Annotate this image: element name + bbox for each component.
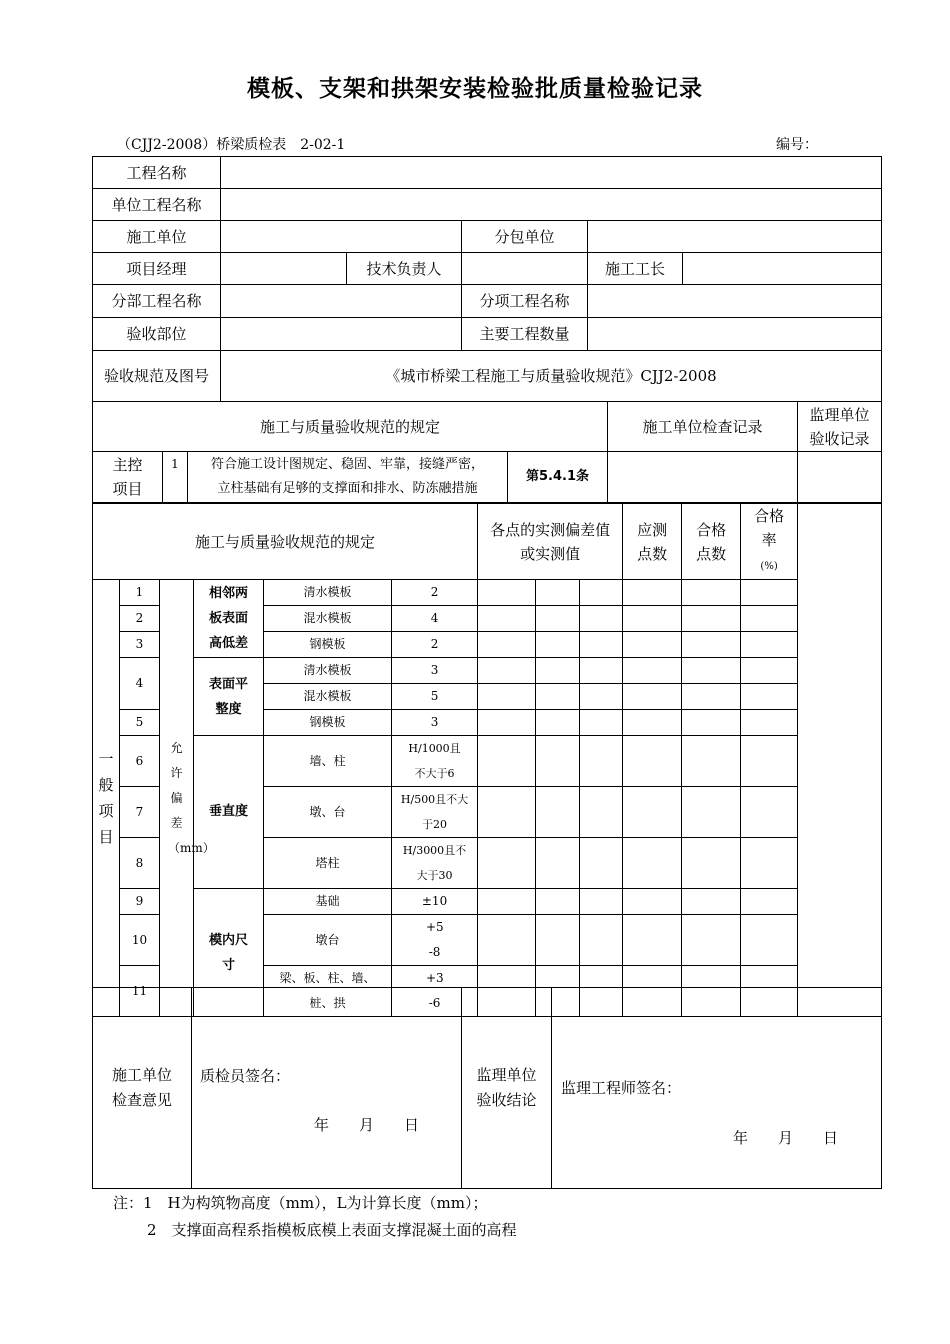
pass-rate-header: 合格率: [754, 507, 785, 549]
pass-rate-unit: (%): [760, 561, 778, 572]
signoff-table: [92, 987, 882, 1189]
main-control-table: [92, 401, 882, 503]
pass-rate-cell[interactable]: [741, 838, 798, 889]
measure-cell[interactable]: [536, 632, 580, 658]
main-control-supervision-field[interactable]: [798, 452, 882, 503]
should-points-cell[interactable]: [623, 838, 682, 889]
main-control-check-field[interactable]: [608, 452, 798, 503]
item-name: 墩、台: [264, 787, 392, 838]
measure-cell[interactable]: [536, 710, 580, 736]
pass-rate-cell[interactable]: [741, 710, 798, 736]
note-1: 注：1 H为构筑物高度（mm），L为计算长度（mm）；: [113, 1194, 488, 1212]
notes: [113, 1190, 517, 1244]
main-control-label: 主控项目: [93, 452, 163, 503]
qualified-points-header: 合格点数: [682, 504, 741, 580]
item-name: 塔柱: [264, 838, 392, 889]
item-tolerance: H/1000且不大于6: [392, 736, 478, 787]
main-control-text-1: 符合施工设计图规定、稳固、牢靠，接缝严密，: [210, 457, 484, 472]
item-name: 钢模板: [264, 710, 392, 736]
group-flatness-label: 表面平整度: [194, 658, 264, 736]
item-name: 基础: [264, 889, 392, 915]
should-points-cell[interactable]: [623, 736, 682, 787]
row-no: 3: [120, 632, 160, 658]
pass-rate-cell[interactable]: [741, 915, 798, 966]
measure-cell[interactable]: [580, 736, 623, 787]
supervision-record-header: 监理单位验收记录: [798, 402, 882, 452]
division-name-label: 分部工程名称: [93, 285, 221, 318]
item-tolerance: ±10: [392, 889, 478, 915]
measure-cell[interactable]: [478, 838, 536, 889]
acceptance-part-label: 验收部位: [93, 318, 221, 351]
general-items-table: [92, 503, 882, 1017]
row-no: 5: [120, 710, 160, 736]
item-tolerance: 3: [392, 710, 478, 736]
measure-cell[interactable]: [580, 838, 623, 889]
measure-cell[interactable]: [478, 736, 536, 787]
row-no: 6: [120, 736, 160, 787]
measure-cell[interactable]: [536, 606, 580, 632]
general-items-label: 一般项目: [93, 580, 120, 1017]
measure-cell[interactable]: [580, 658, 623, 684]
measure-cell[interactable]: [478, 658, 536, 684]
item-name: 清水模板: [264, 580, 392, 606]
measure-cell[interactable]: [478, 632, 536, 658]
main-quantity-label: 主要工程数量: [462, 318, 588, 351]
item-name: 墩台: [264, 915, 392, 966]
row-no: 10: [120, 915, 160, 966]
item-tolerance: +5 -8: [392, 915, 478, 966]
subcontract-unit-field[interactable]: [588, 221, 882, 253]
project-manager-field[interactable]: [221, 253, 347, 285]
group-inner-size-label: 模内尺寸: [194, 889, 264, 1017]
subcontract-unit-label: 分包单位: [462, 221, 588, 253]
item-tolerance: 3: [392, 658, 478, 684]
pass-rate-cell[interactable]: [741, 606, 798, 632]
measure-cell[interactable]: [536, 684, 580, 710]
qualified-points-cell[interactable]: [682, 710, 741, 736]
inspector-signature-label: 质检员签名：: [200, 1067, 291, 1085]
main-quantity-field[interactable]: [588, 318, 882, 351]
item-tolerance: 2: [392, 632, 478, 658]
construction-unit-label: 施工单位: [93, 221, 221, 253]
qualified-points-cell[interactable]: [682, 606, 741, 632]
tolerance-label: 允许偏差（mm）: [160, 580, 194, 1017]
measure-cell[interactable]: [478, 606, 536, 632]
measure-cell[interactable]: [478, 915, 536, 966]
note-2: 2 支撑面高程系指模板底模上表面支撑混凝土面的高程: [147, 1221, 517, 1239]
row-no: 2: [120, 606, 160, 632]
qualified-points-cell[interactable]: [682, 889, 741, 915]
unit-check-header: 施工单位检查记录: [608, 402, 798, 452]
group-vertical-label: 垂直度: [194, 736, 264, 889]
measure-cell[interactable]: [478, 580, 536, 606]
measure-cell[interactable]: [536, 889, 580, 915]
measure-cell[interactable]: [536, 915, 580, 966]
measure-cell[interactable]: [580, 915, 623, 966]
spec-value: 《城市桥梁工程施工与质量验收规范》CJJ2-2008: [221, 351, 882, 402]
qualified-points-cell[interactable]: [682, 580, 741, 606]
measure-cell[interactable]: [536, 658, 580, 684]
item-tolerance: 5: [392, 684, 478, 710]
qualified-points-cell[interactable]: [682, 658, 741, 684]
item-tolerance: 2: [392, 580, 478, 606]
measure-cell[interactable]: [580, 684, 623, 710]
qualified-points-cell[interactable]: [682, 787, 741, 838]
qualified-points-cell[interactable]: [682, 632, 741, 658]
supervision-conclusion-label: 监理单位验收结论: [462, 988, 552, 1189]
item-name: 墙、柱: [264, 736, 392, 787]
project-manager-label: 项目经理: [93, 253, 221, 285]
qualified-points-cell[interactable]: [682, 838, 741, 889]
should-points-cell[interactable]: [623, 606, 682, 632]
pass-rate-cell[interactable]: [741, 658, 798, 684]
measure-cell[interactable]: [580, 889, 623, 915]
should-points-cell[interactable]: [623, 710, 682, 736]
measure-cell[interactable]: [536, 736, 580, 787]
item-name: 钢模板: [264, 632, 392, 658]
should-points-header: 应测点数: [623, 504, 682, 580]
serial-number-label: 编号：: [776, 137, 818, 153]
row-no: 8: [120, 838, 160, 889]
info-table: [92, 156, 882, 402]
measure-cell[interactable]: [580, 606, 623, 632]
should-points-cell[interactable]: [623, 684, 682, 710]
project-name-label: 工程名称: [93, 157, 221, 189]
site-foreman-field[interactable]: [683, 253, 882, 285]
qualified-points-cell[interactable]: [682, 684, 741, 710]
row-no: 11: [120, 966, 160, 1017]
item-name: 梁、板、柱、墙、桩、拱: [264, 966, 392, 1017]
site-foreman-label: 施工工长: [588, 253, 683, 285]
should-points-cell[interactable]: [623, 632, 682, 658]
measured-header: 各点的实测偏差值或实测值: [478, 504, 623, 580]
technical-lead-label: 技术负责人: [347, 253, 462, 285]
should-points-cell[interactable]: [623, 915, 682, 966]
measure-cell[interactable]: [536, 838, 580, 889]
engineer-date: 年 月 日: [733, 1129, 839, 1147]
unit-opinion-label: 施工单位检查意见: [93, 988, 192, 1189]
subitem-name-label: 分项工程名称: [462, 285, 588, 318]
measure-cell[interactable]: [536, 580, 580, 606]
row-no: 4: [120, 658, 160, 710]
item-name: 清水模板: [264, 658, 392, 684]
qualified-points-cell[interactable]: [682, 736, 741, 787]
measure-cell[interactable]: [536, 787, 580, 838]
subitem-name-field[interactable]: [588, 285, 882, 318]
pass-rate-cell[interactable]: [741, 684, 798, 710]
pass-rate-cell[interactable]: [741, 632, 798, 658]
pass-rate-cell[interactable]: [741, 787, 798, 838]
should-points-cell[interactable]: [623, 889, 682, 915]
item-tolerance: H/500且不大于20: [392, 787, 478, 838]
general-supervision-field[interactable]: [798, 504, 882, 1017]
pass-rate-cell[interactable]: [741, 580, 798, 606]
unit-project-name-field[interactable]: [221, 189, 882, 221]
should-points-cell[interactable]: [623, 658, 682, 684]
construction-unit-field[interactable]: [221, 221, 462, 253]
row-no: 9: [120, 889, 160, 915]
should-points-cell[interactable]: [623, 787, 682, 838]
item-tolerance: +3 -6: [392, 966, 478, 1017]
pass-rate-cell[interactable]: [741, 736, 798, 787]
measure-cell[interactable]: [580, 710, 623, 736]
pass-rate-cell[interactable]: [741, 889, 798, 915]
measure-cell[interactable]: [478, 889, 536, 915]
item-tolerance: 4: [392, 606, 478, 632]
inspector-date: 年 月 日: [314, 1116, 420, 1134]
project-name-field[interactable]: [221, 157, 882, 189]
main-control-text-2: 立柱基础有足够的支撑面和排水、防冻融措施: [217, 481, 478, 496]
measure-cell[interactable]: [580, 632, 623, 658]
measure-cell[interactable]: [478, 710, 536, 736]
main-control-clause: 第5.4.1条: [508, 452, 608, 503]
row-no: 1: [120, 580, 160, 606]
measure-cell[interactable]: [478, 787, 536, 838]
qualified-points-cell[interactable]: [682, 915, 741, 966]
measure-cell[interactable]: [478, 684, 536, 710]
unit-project-name-label: 单位工程名称: [93, 189, 221, 221]
main-control-no: 1: [163, 452, 188, 503]
engineer-signature-label: 监理工程师签名：: [561, 1079, 682, 1097]
row-no: 7: [120, 787, 160, 838]
measure-cell[interactable]: [580, 787, 623, 838]
spec-label: 验收规范及图号: [93, 351, 221, 402]
acceptance-part-field[interactable]: [221, 318, 462, 351]
division-name-field[interactable]: [221, 285, 462, 318]
measure-cell[interactable]: [580, 580, 623, 606]
item-tolerance: H/3000且不大于30: [392, 838, 478, 889]
supervision-conclusion-field[interactable]: [552, 988, 882, 1189]
form-code: （CJJ2-2008）桥梁质检表 2-02-1: [117, 137, 346, 153]
should-points-cell[interactable]: [623, 580, 682, 606]
item-name: 混水模板: [264, 684, 392, 710]
unit-opinion-field[interactable]: [192, 988, 462, 1189]
group-adjacent-label: 相邻两板表面高低差: [194, 580, 264, 658]
technical-lead-field[interactable]: [462, 253, 588, 285]
spec-rules-header-2: 施工与质量验收规范的规定: [93, 504, 478, 580]
page-title: 模板、支架和拱架安装检验批质量检验记录: [247, 76, 703, 102]
item-name: 混水模板: [264, 606, 392, 632]
spec-rules-header: 施工与质量验收规范的规定: [93, 402, 608, 452]
